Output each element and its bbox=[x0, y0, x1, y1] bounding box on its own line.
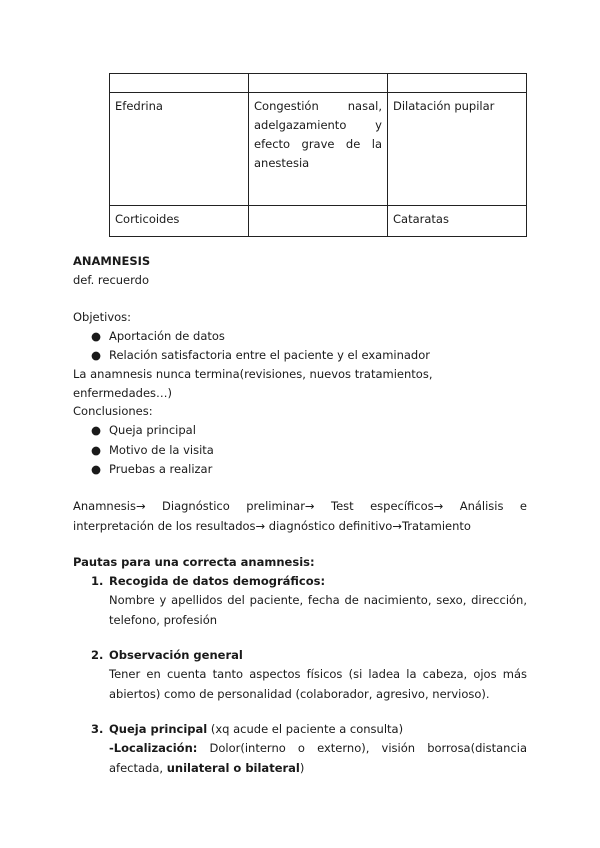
item-body: Tener en cuenta tanto aspectos físicos (si ladea la cabeza, ojos más abiertos) como de personalidad (colaborador, agresivo, nervioso). bbox=[109, 667, 527, 701]
bullet-icon: ● bbox=[91, 443, 102, 457]
table-cell bbox=[249, 74, 388, 93]
table-cell: Efedrina bbox=[110, 93, 249, 206]
table-row bbox=[110, 93, 527, 206]
definition-text: def. recuerdo bbox=[73, 273, 149, 287]
section-heading: ANAMNESIS bbox=[73, 254, 151, 268]
localization-text: Dolor(interno o externo), visión borrosa(distancia afectada, bbox=[109, 741, 527, 775]
diagnosis-flow: Anamnesis→ Diagnóstico preliminar→ Test específicos→ Análisis e interpretación de los resultados→ diagnóstico definitivo→Tratamiento bbox=[73, 499, 527, 533]
objectives-label: Objetivos: bbox=[73, 310, 132, 324]
table-row bbox=[110, 74, 527, 93]
list-item: Pruebas a realizar bbox=[109, 462, 213, 476]
anamnesis-note: La anamnesis nunca termina(revisiones, nuevos tratamientos, enfermedades…) bbox=[73, 367, 433, 400]
list-item: Aportación de datos bbox=[109, 329, 225, 343]
item-number: 2. bbox=[91, 648, 104, 662]
item-title: Recogida de datos demográficos: bbox=[109, 574, 326, 588]
guidelines-title: Pautas para una correcta anamnesis: bbox=[73, 555, 315, 569]
table-cell bbox=[388, 74, 527, 93]
item-body: Nombre y apellidos del paciente, fecha de nacimiento, sexo, dirección, telefono, profesión bbox=[109, 593, 527, 627]
item-body bbox=[109, 739, 527, 778]
localization-emphasis: unilateral o bilateral bbox=[166, 760, 300, 775]
bullet-icon: ● bbox=[91, 423, 102, 437]
list-item: Motivo de la visita bbox=[109, 443, 214, 457]
item-title: Observación general bbox=[109, 648, 243, 662]
drug-effects-table bbox=[109, 73, 527, 237]
bullet-icon: ● bbox=[91, 462, 102, 476]
item-number: 3. bbox=[91, 722, 104, 736]
bullet-icon: ● bbox=[91, 348, 102, 362]
table-cell: Cataratas bbox=[388, 206, 527, 237]
item-title-suffix: (xq acude el paciente a consulta) bbox=[207, 722, 404, 736]
item-number: 1. bbox=[91, 574, 104, 588]
list-item: Relación satisfactoria entre el paciente y el examinador bbox=[109, 348, 430, 362]
localization-label: -Localización: bbox=[109, 741, 198, 755]
table-cell bbox=[110, 74, 249, 93]
table-cell: Corticoides bbox=[110, 206, 249, 237]
localization-end: ) bbox=[299, 760, 305, 775]
bullet-icon: ● bbox=[91, 329, 102, 343]
list-item: Queja principal bbox=[109, 423, 196, 437]
table-row bbox=[110, 206, 527, 237]
table-cell bbox=[249, 206, 388, 237]
conclusions-label: Conclusiones: bbox=[73, 404, 153, 418]
item-title-line bbox=[109, 720, 527, 740]
item-title: Queja principal bbox=[109, 722, 208, 736]
table-cell: Congestión nasal, adelgazamiento y efecto grave de la anestesia bbox=[249, 93, 388, 206]
table-cell: Dilatación pupilar bbox=[388, 93, 527, 206]
